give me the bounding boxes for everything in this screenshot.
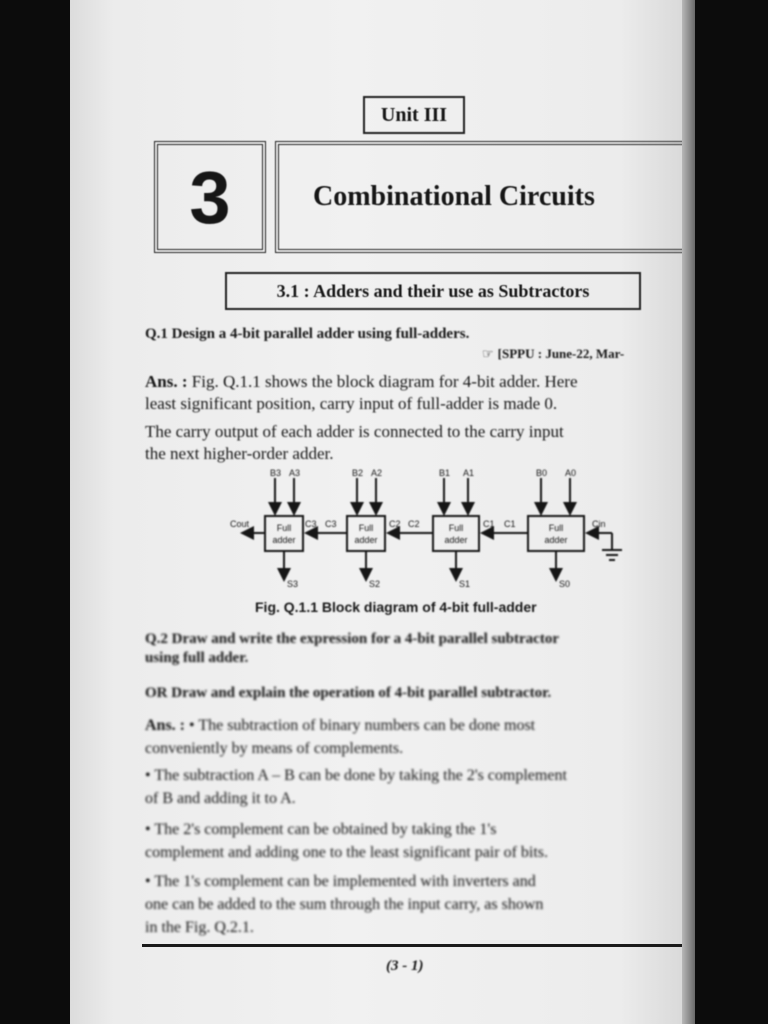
pencil-icon: ☞: [482, 347, 494, 362]
input-label-a: A1: [463, 468, 475, 478]
carry-label: C3: [325, 519, 337, 529]
carry-label: C1: [504, 519, 516, 529]
block-label: Full: [448, 523, 464, 533]
bullet-point: • The 2's complement can be obtained by taking the 1's complement and adding one to the least significant pair of bits.: [145, 821, 549, 861]
carry-label: C2: [408, 519, 420, 529]
block-label: Full: [358, 523, 374, 533]
input-label-b: B0: [536, 468, 548, 478]
chapter-number: 3: [154, 141, 266, 253]
sum-label: S2: [369, 579, 381, 589]
bullet-point: • The 1's complement can be implemented with inverters and one can be added to the sum through the input carry, as shown in the Fig. Q.2.1.: [145, 873, 544, 936]
block-label: Full: [548, 523, 564, 533]
sum-label: S3: [287, 579, 299, 589]
answer-2-line-2: conveniently by means of complements.: [145, 740, 404, 757]
answer-1: [145, 371, 695, 465]
book-page: [70, 0, 695, 1024]
question-2-cont: using full adder.: [145, 650, 249, 666]
carry-label: C1: [483, 519, 495, 529]
sum-label: S1: [459, 579, 471, 589]
carry-label: C2: [389, 519, 401, 529]
sum-label: S0: [559, 579, 571, 589]
answer-label: Ans. :: [145, 372, 188, 391]
question-2: Q.2 Draw and write the expression for a 4-bit parallel subtractor: [145, 631, 559, 647]
block-label: adder: [444, 535, 468, 545]
answer-1-line-1: Ans. : Fig. Q.1.1 shows the block diagram for 4-bit adder. Here: [145, 372, 578, 391]
block-label: adder: [354, 535, 378, 545]
input-label-b: B2: [352, 468, 364, 478]
full-adder-block: [347, 516, 385, 551]
chapter-title: Combinational Circuits: [275, 141, 695, 253]
input-label-a: A0: [565, 468, 577, 478]
or-question: OR Draw and explain the operation of 4-bit parallel subtractor.: [145, 685, 552, 701]
carry-label: C3: [305, 519, 317, 529]
adder-block-diagram: [230, 466, 640, 596]
input-label-a: A3: [289, 468, 301, 478]
question-1: Q.1 Design a 4-bit parallel adder using full-adders.: [145, 326, 470, 342]
unit-label: Unit III: [363, 96, 465, 134]
answer-1-line-4: the next higher-order adder.: [145, 444, 334, 463]
full-adder-block: [433, 516, 479, 551]
footer-rule: [142, 944, 695, 947]
bullet-point: • The subtraction A – B can be done by taking the 2's complement of B and adding it to A.: [145, 767, 567, 807]
block-label: adder: [544, 535, 568, 545]
answer-2-line-1: Ans. : • The subtraction of binary numbers can be done most: [145, 717, 536, 734]
carry-in-label: Cin: [592, 519, 606, 529]
block-label: Full: [276, 523, 292, 533]
full-adder-block: [265, 516, 303, 551]
reference-text: [SPPU : June-22, Mar-: [497, 346, 625, 361]
exam-reference: [482, 346, 624, 362]
answer-label: Ans. :: [145, 717, 186, 734]
block-label: adder: [272, 535, 296, 545]
book-gutter: [682, 0, 695, 1024]
answer-1-line-2: least significant position, carry input of full-adder is made 0.: [145, 394, 558, 413]
input-label-b: B3: [270, 468, 282, 478]
answer-1-line-3: The carry output of each adder is connected to the carry input: [145, 422, 564, 441]
full-adder-block: [528, 516, 584, 551]
figure-caption: Fig. Q.1.1 Block diagram of 4-bit full-adder: [255, 599, 537, 615]
answer-2: [145, 714, 695, 760]
page-number: (3 - 1): [386, 958, 424, 974]
carry-out-label: Cout: [230, 519, 250, 529]
section-heading: 3.1 : Adders and their use as Subtractors: [225, 272, 641, 310]
input-label-a: A2: [371, 468, 383, 478]
input-label-b: B1: [439, 468, 451, 478]
